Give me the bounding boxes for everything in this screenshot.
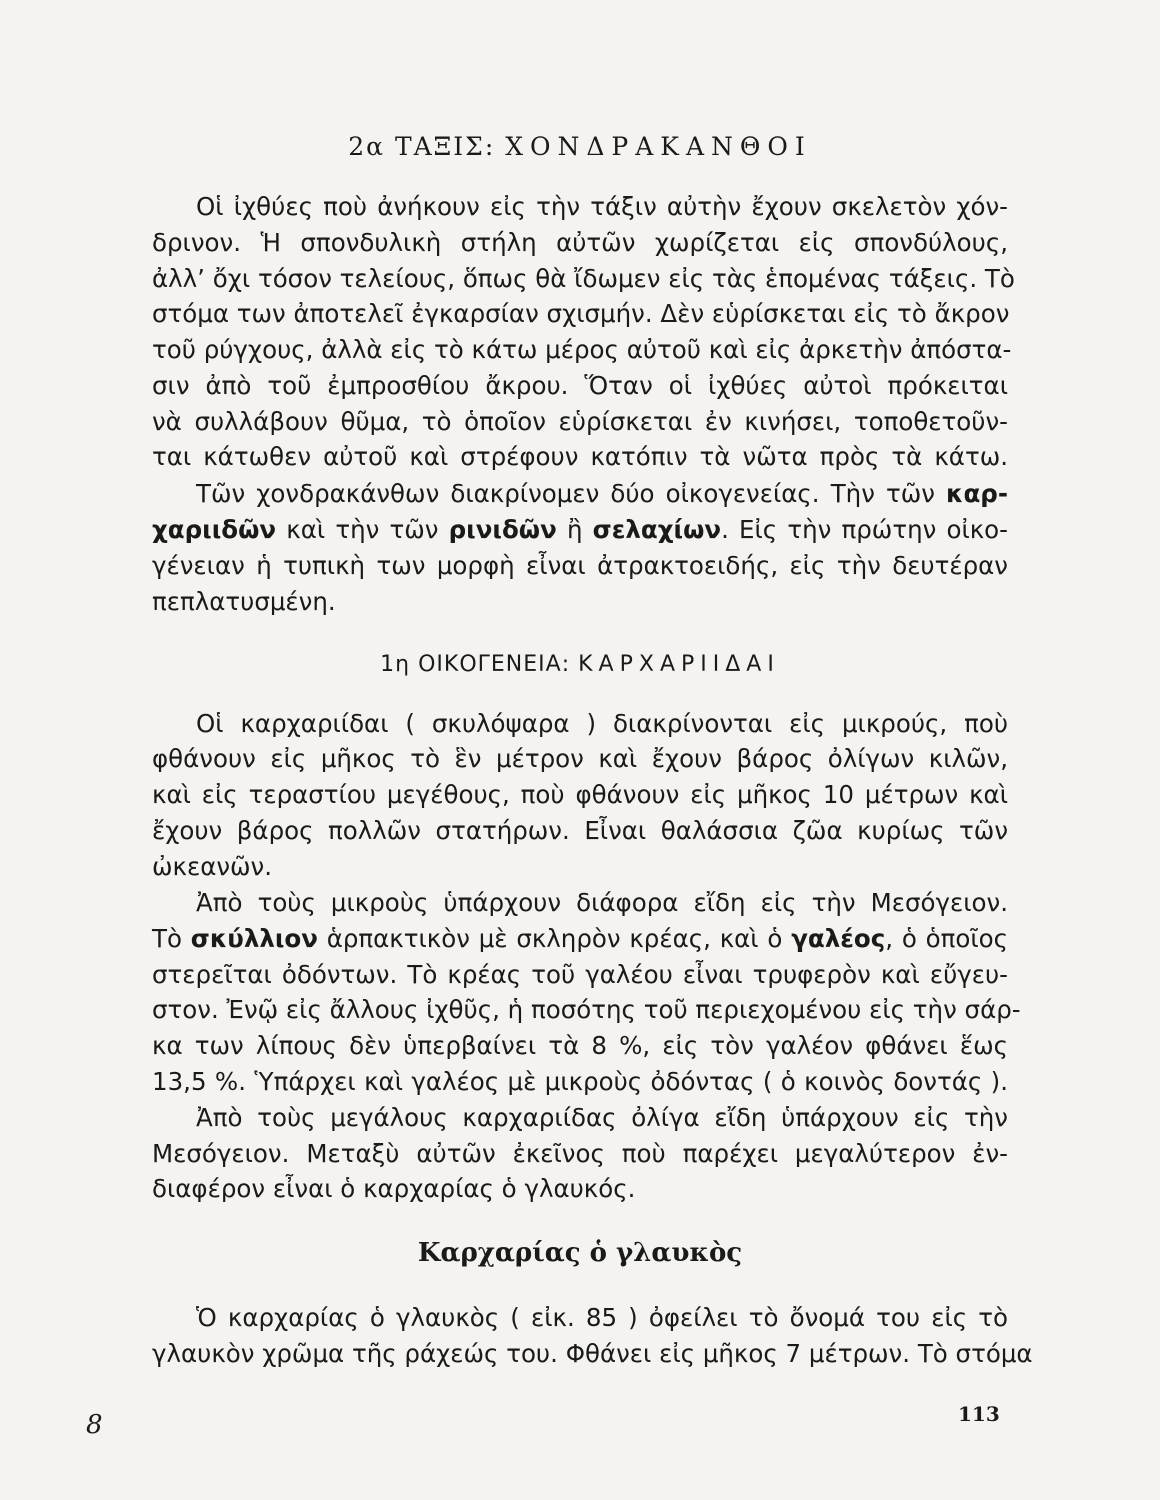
- term-bold: χαριιδῶν: [152, 515, 277, 544]
- paragraph-line: [152, 922, 1008, 956]
- paragraph-line: δρινον. Ἡ σπονδυλικὴ στήλη αὐτῶν χωρίζεται εἰς σπονδύλους,: [152, 228, 1008, 257]
- term-bold: σελαχίων: [592, 515, 722, 544]
- term-bold: καρ-: [946, 479, 1008, 508]
- text-run: καὶ τὴν τῶν: [286, 515, 439, 544]
- paragraph-line: κα των λίπους δὲν ὑπερβαίνει τὰ 8 %, εἰς τὸν γαλέον φθάνει ἕως: [152, 1031, 1008, 1060]
- paragraph-line: τοῦ ρύγχους, ἀλλὰ εἰς τὸ κάτω μέρος αὐτοῦ καὶ εἰς ἀρκετὴν ἀπόστα-: [152, 335, 1012, 364]
- text-run: Τῶν χονδρακάνθων διακρίνομεν δύο οἰκογενείας. Τὴν τῶν: [196, 479, 935, 508]
- text-run: Τὸ: [152, 924, 182, 953]
- term-bold: γαλέος: [791, 924, 886, 953]
- signature-mark: 8: [86, 1410, 103, 1440]
- paragraph-line: στον. Ἐνῷ εἰς ἄλλους ἰχθῦς, ἡ ποσότης τοῦ περιεχομένου εἰς τὴν σάρ-: [152, 995, 1021, 1024]
- text-run: ἢ: [566, 515, 583, 544]
- text-run: , ὁ ὁποῖος: [885, 924, 1009, 953]
- paragraph-line: νὰ συλλάβουν θῦμα, τὸ ὁποῖον εὑρίσκεται ἐν κινήσει, τοποθετοῦν-: [152, 407, 1008, 436]
- section-subtitle: Καρχαρίας ὁ γλαυκὸς: [417, 1238, 743, 1268]
- paragraph-line: ται κάτωθεν αὐτοῦ καὶ στρέφουν κατόπιν τὰ νῶτα πρὸς τὰ κάτω.: [152, 442, 1008, 471]
- paragraph-line: Οἱ καρχαριίδαι ( σκυλόψαρα ) διακρίνονται εἰς μικρούς, ποὺ: [196, 709, 1008, 738]
- paragraph-line: διαφέρον εἶναι ὁ καρχαρίας ὁ γλαυκός.: [152, 1174, 636, 1203]
- family-heading: [0, 652, 1160, 677]
- paragraph-line: Μεσόγειον. Μεταξὺ αὐτῶν ἐκεῖνος ποὺ παρέχει μεγαλύτερον ἐν-: [152, 1139, 1008, 1168]
- text-run: . Εἰς τὴν πρώτην οἰκο-: [721, 515, 1009, 544]
- paragraph-line: γένειαν ἡ τυπικὴ των μορφὴ εἶναι ἀτρακτοειδής, εἰς τὴν δευτέραν: [152, 551, 1008, 580]
- paragraph-line: γλαυκὸν χρῶμα τῆς ράχεώς του. Φθάνει εἰς μῆκος 7 μέτρων. Τὸ στόμα: [152, 1339, 1033, 1368]
- page-number: 113: [958, 1402, 1000, 1426]
- paragraph-line: ὠκεανῶν.: [152, 852, 273, 881]
- family-heading-title: ΚΑΡΧΑΡΙΙΔΑΙ: [578, 652, 780, 677]
- paragraph-line: Ὁ καρχαρίας ὁ γλαυκὸς ( εἰκ. 85 ) ὀφείλει τὸ ὄνομά του εἰς τὸ: [196, 1303, 1008, 1332]
- paragraph-line: Οἱ ἰχθύες ποὺ ἀνήκουν εἰς τὴν τάξιν αὐτὴν ἔχουν σκελετὸν χόν-: [196, 192, 1008, 221]
- paragraph-line: [196, 477, 1008, 511]
- paragraph-line: στερεῖται ὀδόντων. Τὸ κρέας τοῦ γαλέου εἶναι τρυφερὸν καὶ εὔγευ-: [152, 960, 1008, 989]
- family-heading-prefix: 1η ΟΙΚΟΓΕΝΕΙΑ:: [380, 652, 571, 677]
- order-heading-prefix: 2α ΤΑΞΙΣ:: [348, 132, 496, 161]
- paragraph-line: Ἀπὸ τοὺς μικροὺς ὑπάρχουν διάφορα εἴδη εἰς τὴν Μεσόγειον.: [196, 888, 1008, 917]
- paragraph-line: στόμα των ἀποτελεῖ ἐγκαρσίαν σχισμήν. Δὲν εὑρίσκεται εἰς τὸ ἄκρον: [152, 299, 1010, 328]
- paragraph-line: καὶ εἰς τεραστίου μεγέθους, ποὺ φθάνουν εἰς μῆκος 10 μέτρων καὶ: [152, 780, 1008, 809]
- paragraph-line: ἀλλ’ ὄχι τόσον τελείους, ὅπως θὰ ἴδωμεν εἰς τὰς ἑπομένας τάξεις. Τὸ: [152, 264, 1015, 293]
- term-bold: ρινιδῶν: [448, 515, 557, 544]
- paragraph-line: 13,5 %. Ὑπάρχει καὶ γαλέος μὲ μικροὺς ὀδόντας ( ὁ κοινὸς δοντάς ).: [152, 1067, 1008, 1096]
- paragraph-line: πεπλατυσμένη.: [152, 587, 336, 616]
- order-heading: [0, 132, 1160, 161]
- paragraph-line: [152, 513, 1008, 547]
- term-bold: σκύλλιον: [190, 924, 318, 953]
- paragraph-line: σιν ἀπὸ τοῦ ἐμπροσθίου ἄκρου. Ὅταν οἱ ἰχθύες αὐτοὶ πρόκειται: [152, 371, 1008, 400]
- paragraph-line: Ἀπὸ τοὺς μεγάλους καρχαριίδας ὀλίγα εἴδη ὑπάρχουν εἰς τὴν: [196, 1103, 1008, 1132]
- paragraph-line: ἔχουν βάρος πολλῶν στατήρων. Εἶναι θαλάσσια ζῶα κυρίως τῶν: [152, 816, 1008, 845]
- order-heading-title: ΧΟΝΔΡΑΚΑΝΘΟΙ: [505, 132, 812, 161]
- text-run: ἁρπακτικὸν μὲ σκληρὸν κρέας, καὶ ὁ: [326, 924, 783, 953]
- paragraph-line: φθάνουν εἰς μῆκος τὸ ἓν μέτρον καὶ ἔχουν βάρος ὀλίγων κιλῶν,: [152, 744, 1008, 773]
